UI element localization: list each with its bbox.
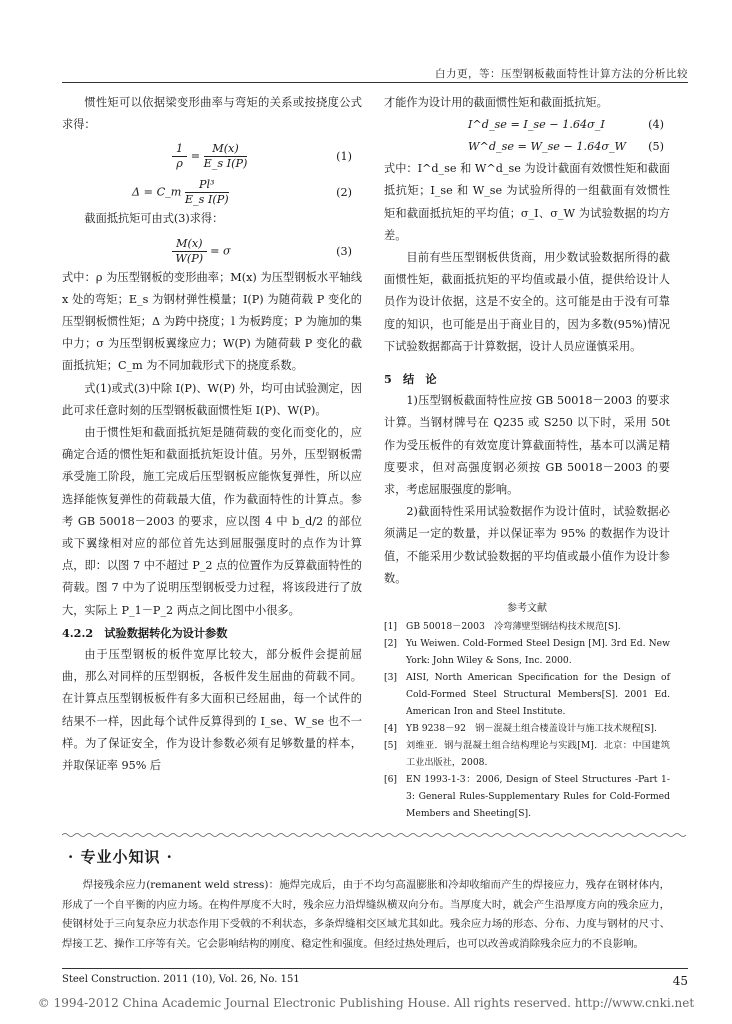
reference-text: EN 1993-1-3：2006, Design of Steel Structures -Part 1-3: General Rules-Supplementary Rules for Cold-Formed Members and Sheeting[S]. [406,774,670,820]
footer-rule [62,968,688,969]
header-rule [62,82,688,83]
eq3-rhs: = σ [210,244,231,258]
copyright-notice: © 1994-2012 China Academic Journal Electronic Publishing House. All rights reserved. http://www.cnki.net [37,996,695,1010]
right-para-2: 式中：I^d_se 和 W^d_se 为设计截面有效惯性矩和截面抵抗矩；I_se 和 W_se 为试验所得的一组截面有效惯性矩和截面抵抗矩的平均值；σ_I、σ_W 为试验数据的均方差。 [384,162,670,242]
reference-text: AISI, North American Specification for the Design of Cold-Formed Steel Structural Members[S]. 2001 Ed. American Iron and Steel Institute. [406,672,670,718]
left-para-6: 由于压型钢板的板件宽厚比较大，部分板件会提前屈曲，那么对同样的压型钢板，各板件发生屈曲的荷载不同。在计算点压型钢板板件有多大面积已经屈曲，每一个试件的结果不一样，因此每个试件反算得到的 I_se、W_se 也不一样。为了保证安全，作为设计参数必须有足够数量的样本，并取保证率 95% 后 [62,648,362,773]
reference-item [384,635,670,669]
eq2-rhs-den: E_s I(P) [184,193,229,207]
eq1-equals: = [190,149,201,163]
reference-text: GB 50018－2003 冷弯薄壁型钢结构技术规范[S]. [406,621,621,633]
equation-4 [384,114,670,136]
eq5-number: (5) [648,140,664,154]
reference-text: 刘维亚．钢与混凝土组合结构理论与实践[M]．北京：中国建筑工业出版社，2008. [406,740,670,769]
eq1-lhs-den: ρ [176,157,183,171]
eq3-den: W(P) [175,251,204,265]
reference-number: [6] [384,774,398,786]
reference-item [384,771,670,822]
reference-number: [1] [384,621,398,633]
eq4-text: I^d_se = I_se − 1.64σ_I [468,118,605,132]
reference-text: Yu Weiwen. Cold-Formed Steel Design [M]. 3rd Ed. New York: John Wiley & Sons, Inc. 2000. [406,638,670,667]
right-column [384,92,670,822]
tips-title: · 专业小知识 · [68,848,173,866]
left-column [62,92,362,777]
left-para-3: 式中：ρ 为压型钢板的变形曲率；M(x) 为压型钢板水平轴线 x 处的弯矩；E_s 为钢材弹性模量；I(P) 为随荷载 P 变化的压型钢板惯性矩；Δ 为跨中挠度；l 为板跨度；P 为施加的集中力；σ 为压型钢板翼缘应力；W(P) 为随荷载 P 变化的截面抵抗矩；C_m 为不同加载形式下的挠度系数。 [62,270,362,373]
journal-citation: Steel Construction. 2011 (10), Vol. 26, No. 151 [62,974,300,985]
reference-item [384,737,670,771]
references-title: 参考文献 [507,603,547,615]
tips-body [62,876,670,954]
equation-2 [62,172,362,208]
left-para-4: 式(1)或式(3)中除 I(P)、W(P) 外，均可由试验测定，因此可求任意时刻的压型钢板截面惯性矩 I(P)、W(P)。 [62,381,362,417]
reference-item [384,720,670,737]
equation-3 [62,231,362,267]
reference-text: YB 9238－92 钢－混凝土组合楼盖设计与施工技术规程[S]. [406,723,657,735]
eq3-num: M(x) [172,237,207,252]
reference-number: [4] [384,723,398,735]
right-para-1: 才能作为设计用的截面惯性矩和截面抵抗矩。 [384,96,608,109]
tips-paragraph: 焊接残余应力(remanent weld stress)：施焊完成后，由于不均匀高温膨胀和冷却收缩而产生的焊接应力，残存在钢材体内，形成了一个自平衡的内应力场。在构件厚度不大时，残余应力沿焊缝纵横双向分布。当厚度大时，就会产生沿厚度方向的残余应力，使钢材处于三向复杂应力状态作用下受戟的不利状态，多条焊缝相交区域尤其如此。残余应力场的形态、分布、力度与钢材的尺寸、焊接工艺、操作工序等有关。它会影响结构的刚度、稳定性和强度。但经过热处理后，也可以改善或消除残余应力的不良影响。 [62,879,670,950]
reference-number: [3] [384,672,398,684]
wavy-divider [62,832,688,838]
reference-item [384,618,670,635]
eq1-rhs-num: M(x) [204,142,248,157]
equation-1 [62,136,362,172]
left-para-1: 惯性矩可以依据梁变形曲率与弯矩的关系或按挠度公式求得： [62,96,362,132]
eq4-number: (4) [648,118,664,132]
eq2-number: (2) [336,186,352,200]
eq2-rhs-num: Pl³ [185,178,229,193]
eq1-number: (1) [336,150,352,164]
eq1-rhs-den: E_s I(P) [203,157,248,171]
conclusion-2: 2)截面特性采用试验数据作为设计值时，试验数据必须满足一定的数量，并以保证率为 95% 的数据作为设计值，不能采用少数试验数据的平均值或最小值作为设计参数。 [384,505,670,585]
references-list [384,618,670,822]
left-para-2: 截面抵抗矩可由式(3)求得： [84,212,224,226]
section-heading-5: 5 结 论 [384,372,437,387]
eq5-text: W^d_se = W_se − 1.64σ_W [468,140,627,154]
section-heading-4-2-2: 4.2.2 试验数据转化为设计参数 [62,625,228,640]
equation-5 [384,136,670,158]
eq1-lhs-num: 1 [172,142,187,157]
right-para-3: 目前有些压型钢板供货商，用少数试验数据所得的截面惯性矩，截面抵抗矩的平均值或最小值，提供给设计人员作为设计依据，这是不安全的。这可能是由于没有可靠度的知识，也可能是出于商业目的，因为多数(95%)情况下试验数据都高于计算数据，设计人员应谨慎采用。 [384,251,670,353]
reference-number: [2] [384,638,398,650]
page-number: 45 [672,974,688,988]
running-title: 白力更，等：压型钢板截面特性计算方法的分析比较 [435,68,688,80]
reference-item [384,669,670,720]
reference-number: [5] [384,740,398,752]
left-para-5: 由于惯性矩和截面抵抗矩是随荷载的变化而变化的，应确定合适的惯性矩和截面抵抗矩设计值。另外，压型钢板需承受施工阶段，施工完成后压型钢板应能恢复弹性，所以应选择能恢复弹性的荷载最大值，作为截面特性的计算点。参考 GB 50018－2003 的要求，应以图 4 中 b_d/2 的部位或下翼缘相对应的部位首先达到屈服强度时的点作为计算点，即：以图 7 中不超过 P_2 点的位置作为反算截面特性的荷载。图 7 中为了说明压型钢板受力过程，将该段进行了放大，实际上 P_1－P_2 两点之间比图中小很多。 [62,426,362,617]
eq3-number: (3) [336,244,352,258]
eq2-lhs: Δ = C_m [132,185,182,199]
conclusion-1: 1)压型钢板截面特性应按 GB 50018－2003 的要求计算。当钢材牌号在 Q235 或 S250 以下时，采用 50t 作为受压板件的有效宽度计算截面特性，基本可以满足精度要求，但对高强度钢必须按 GB 50018－2003 的要求，考虑屈服强度的影响。 [384,394,670,497]
